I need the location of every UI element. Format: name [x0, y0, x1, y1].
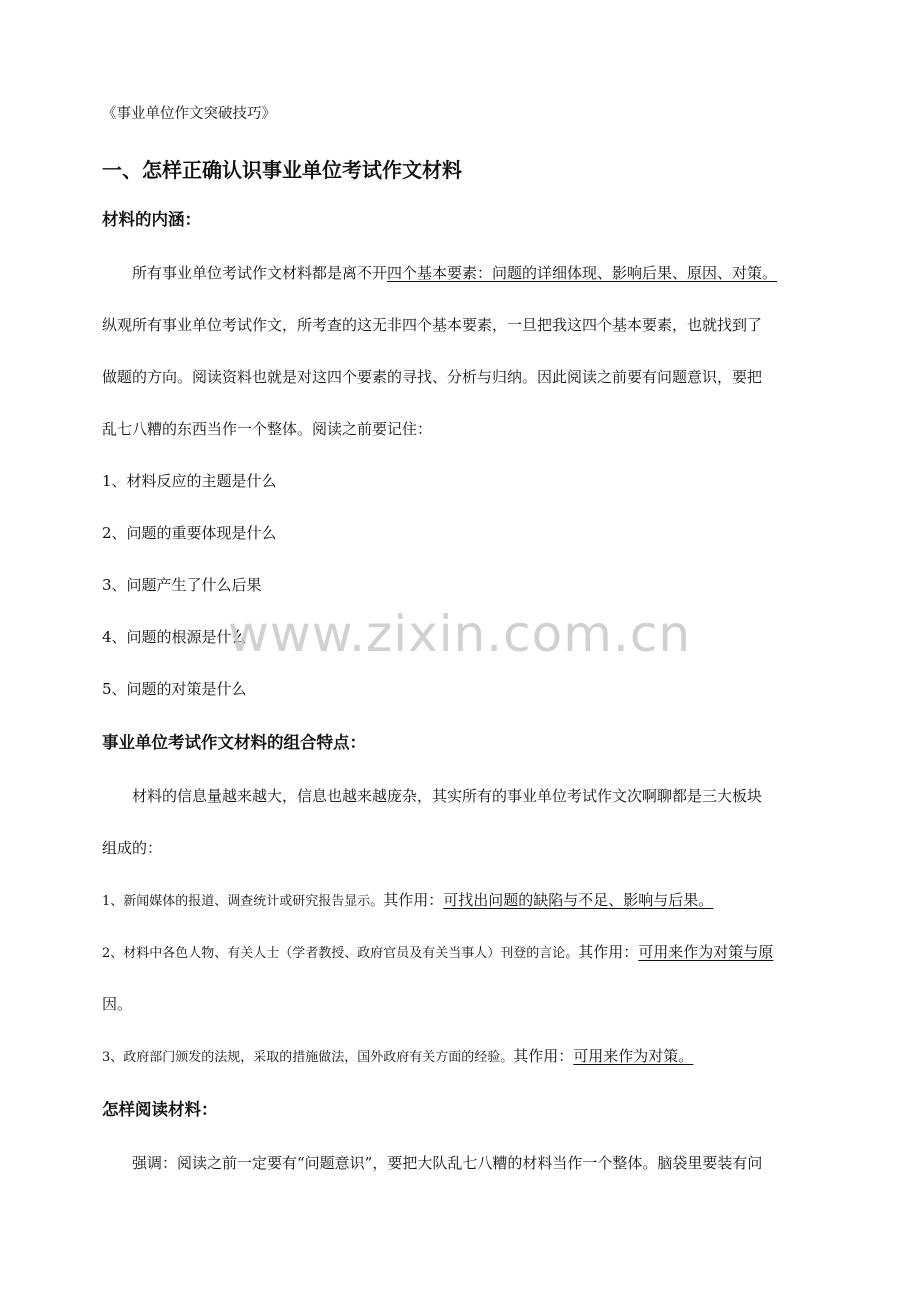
- list-item: [102, 942, 773, 964]
- paragraph-line: 组成的：: [102, 839, 163, 857]
- item-text: 2、材料中各色人物、有关人士（学者教授、政府官员及有关当事人）刊登的言论。: [102, 946, 579, 961]
- list-item-continuation: 因。: [102, 995, 133, 1013]
- list-item: 1、材料反应的主题是什么: [102, 472, 277, 490]
- item-text: 1、新闻媒体的报道、调查统计或研究报告显示。: [102, 894, 384, 909]
- list-item: 3、问题产生了什么后果: [102, 576, 262, 594]
- paragraph-line: 纵观所有事业单位考试作文，所考查的这无非四个基本要素，一旦把我这四个基本要素，也就找到了: [102, 316, 763, 334]
- list-item: 2、问题的重要体现是什么: [102, 524, 277, 542]
- paragraph-line: 乱七八糟的东西当作一个整体。阅读之前要记住：: [102, 420, 433, 438]
- paragraph-line: [132, 263, 777, 283]
- paragraph-line: 强调：阅读之前一定要有“问题意识”，要把大队乱七八糟的材料当作一个整体。脑袋里要装有问: [132, 1154, 763, 1172]
- item-label: 其作用：: [383, 891, 444, 909]
- item-label: 其作用：: [513, 1047, 574, 1065]
- underlined-text: 可找出问题的缺陷与不足、影响与后果。: [443, 891, 714, 909]
- list-item: [102, 890, 713, 912]
- list-item: 5、问题的对策是什么: [102, 680, 247, 698]
- subheading-reading: 怎样阅读材料：: [102, 1100, 218, 1119]
- paragraph-line: 材料的信息量越来越大，信息也越来越庞杂，其实所有的事业单位考试作文次啊聊都是三大板块: [132, 787, 763, 805]
- section-heading: 一、怎样正确认识事业单位考试作文材料: [102, 158, 462, 182]
- paragraph-text: 所有事业单位考试作文材料都是离不开: [132, 264, 388, 282]
- watermark: www.zixin.com.cn: [228, 605, 692, 663]
- document-title: 《事业单位作文突破技巧》: [102, 106, 276, 122]
- paragraph-line: 做题的方向。阅读资料也就是对这四个要素的寻找、分析与归纳。因此阅读之前要有问题意识，要把: [102, 368, 763, 386]
- underlined-text: 可用来作为对策与原: [638, 943, 774, 961]
- list-item: [102, 1046, 693, 1068]
- underlined-text: 四个基本要素：问题的详细体现、影响后果、原因、对策。: [387, 264, 778, 282]
- underlined-text: 可用来作为对策。: [573, 1047, 694, 1065]
- item-text: 3、政府部门颁发的法规，采取的措施做法，国外政府有关方面的经验。: [102, 1050, 514, 1065]
- subheading-connotation: 材料的内涵：: [102, 210, 201, 229]
- item-label: 其作用：: [578, 943, 639, 961]
- list-item: 4、问题的根源是什么: [102, 628, 247, 646]
- subheading-combination: 事业单位考试作文材料的组合特点：: [102, 733, 366, 752]
